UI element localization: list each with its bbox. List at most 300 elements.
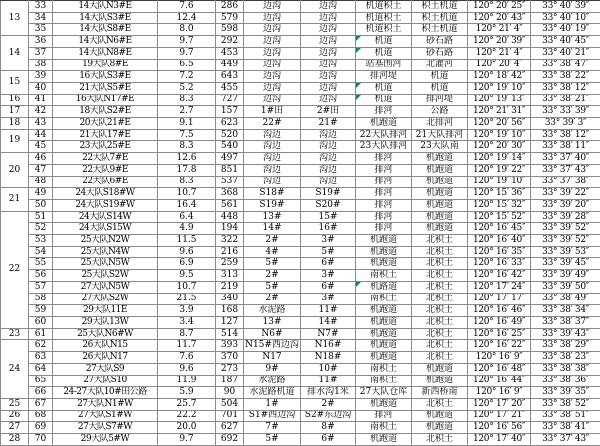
end-ref-cell[interactable]: 排水沟1米 bbox=[301, 387, 356, 399]
end-ref-cell[interactable]: 10# bbox=[301, 363, 356, 375]
end-ref-cell[interactable]: 边沟 bbox=[301, 47, 356, 59]
end-ref-cell[interactable]: 11# bbox=[301, 375, 356, 387]
latitude-cell[interactable]: 33° 39′ 52″ bbox=[531, 235, 600, 247]
feature-b-cell[interactable]: 机跑道 bbox=[412, 223, 468, 235]
row-number-cell[interactable]: 44 bbox=[29, 129, 53, 141]
latitude-cell[interactable]: 33° 38′ 29″ bbox=[531, 340, 600, 352]
end-ref-cell[interactable]: 沟边 bbox=[301, 153, 356, 165]
site-name-cell[interactable]: 14大队S3#E bbox=[53, 12, 158, 24]
row-number-cell[interactable]: 68 bbox=[29, 410, 53, 422]
count-value-cell[interactable]: 701 bbox=[216, 410, 244, 422]
group-number-cell[interactable]: 18 bbox=[1, 118, 29, 130]
row-number-cell[interactable]: 38 bbox=[29, 59, 53, 71]
end-ref-cell[interactable]: N18# bbox=[301, 352, 356, 364]
site-name-cell[interactable]: 18大队S2#E bbox=[53, 106, 158, 118]
latitude-cell[interactable]: 33° 38′ 52″ bbox=[531, 398, 600, 410]
length-value-cell[interactable]: 6.9 bbox=[158, 258, 216, 270]
feature-a-cell[interactable]: 23大队排河 bbox=[356, 141, 412, 153]
length-value-cell[interactable]: 9.7 bbox=[158, 36, 216, 48]
site-name-cell[interactable]: 24大队S18#W bbox=[53, 188, 158, 200]
row-number-cell[interactable]: 54 bbox=[29, 246, 53, 258]
latitude-cell[interactable]: 33° 39′ 53″ bbox=[531, 246, 600, 258]
feature-a-cell[interactable]: 南积土 bbox=[356, 270, 412, 282]
site-name-cell[interactable]: 14大队S8#E bbox=[53, 24, 158, 36]
longitude-cell[interactable]: 120° 15′ 52″ bbox=[468, 211, 531, 223]
longitude-cell[interactable]: 120° 19′ 22″ bbox=[468, 164, 531, 176]
longitude-cell[interactable]: 120° 16′ 40″ bbox=[468, 235, 531, 247]
feature-a-cell[interactable]: 排河 bbox=[356, 188, 412, 200]
latitude-cell[interactable]: 33° 38′ 11″ bbox=[531, 141, 600, 153]
count-value-cell[interactable]: 520 bbox=[216, 129, 244, 141]
feature-b-cell[interactable]: 北积土 bbox=[412, 340, 468, 352]
site-name-cell[interactable]: 27大队N5W bbox=[53, 281, 158, 293]
end-ref-cell[interactable]: 2# bbox=[301, 398, 356, 410]
length-value-cell[interactable]: 9.7 bbox=[158, 434, 216, 446]
length-value-cell[interactable]: 20.0 bbox=[158, 422, 216, 434]
latitude-cell[interactable]: 33° 39′ 50″ bbox=[531, 281, 600, 293]
start-ref-cell[interactable]: S18# bbox=[244, 188, 301, 200]
start-ref-cell[interactable]: 边沟 bbox=[244, 59, 301, 71]
site-name-cell[interactable]: 20大队21#E bbox=[53, 118, 158, 130]
longitude-cell[interactable]: 120° 16′ 42″ bbox=[468, 270, 531, 282]
latitude-cell[interactable]: 33° 38′ 41″ bbox=[531, 422, 600, 434]
latitude-cell[interactable]: 33° 38′ 34″ bbox=[531, 305, 600, 317]
start-ref-cell[interactable]: 13# bbox=[244, 211, 301, 223]
group-number-cell[interactable]: 16 bbox=[1, 94, 29, 106]
feature-a-cell[interactable]: 机跑道 bbox=[356, 118, 412, 130]
feature-b-cell[interactable]: 新西桥南 bbox=[412, 387, 468, 399]
length-value-cell[interactable]: 8.3 bbox=[158, 141, 216, 153]
count-value-cell[interactable]: 322 bbox=[216, 235, 244, 247]
longitude-cell[interactable]: 120° 17′ 40″ bbox=[468, 434, 531, 446]
feature-a-cell[interactable]: 排河 bbox=[356, 223, 412, 235]
row-number-cell[interactable]: 35 bbox=[29, 24, 53, 36]
row-number-cell[interactable]: 36 bbox=[29, 36, 53, 48]
longitude-cell[interactable]: 120° 21′ 31″ bbox=[468, 106, 531, 118]
length-value-cell[interactable]: 12.6 bbox=[158, 153, 216, 165]
feature-a-cell[interactable]: 机跑道 bbox=[356, 398, 412, 410]
longitude-cell[interactable]: 120° 17′ 20″ bbox=[468, 398, 531, 410]
latitude-cell[interactable]: 33° 37′ 40″ bbox=[531, 153, 600, 165]
row-number-cell[interactable]: 42 bbox=[29, 106, 53, 118]
end-ref-cell[interactable]: 8# bbox=[301, 422, 356, 434]
start-ref-cell[interactable]: 4# bbox=[244, 246, 301, 258]
site-name-cell[interactable]: 16大队N17#E bbox=[53, 94, 158, 106]
feature-a-cell[interactable]: 机跑道 bbox=[356, 352, 412, 364]
site-name-cell[interactable]: 24大队S19#W bbox=[53, 199, 158, 211]
row-number-cell[interactable]: 37 bbox=[29, 47, 53, 59]
count-value-cell[interactable]: 292 bbox=[216, 36, 244, 48]
end-ref-cell[interactable]: 5# bbox=[301, 246, 356, 258]
feature-b-cell[interactable]: 北积土 bbox=[412, 434, 468, 446]
feature-a-cell[interactable]: 机跑道 bbox=[356, 246, 412, 258]
feature-b-cell[interactable]: 机跑道 bbox=[412, 176, 468, 188]
group-number-cell[interactable]: 23 bbox=[1, 328, 29, 340]
row-number-cell[interactable]: 47 bbox=[29, 164, 53, 176]
group-number-cell[interactable]: 15 bbox=[1, 71, 29, 94]
count-value-cell[interactable]: 370 bbox=[216, 352, 244, 364]
latitude-cell[interactable]: 33° 39′ 43″ bbox=[531, 328, 600, 340]
length-value-cell[interactable]: 7.5 bbox=[158, 129, 216, 141]
count-value-cell[interactable]: 537 bbox=[216, 176, 244, 188]
count-value-cell[interactable]: 273 bbox=[216, 363, 244, 375]
site-name-cell[interactable]: 19大队8#E bbox=[53, 59, 158, 71]
latitude-cell[interactable]: 33° 38′ 36″ bbox=[531, 375, 600, 387]
feature-b-cell[interactable]: 机跑道 bbox=[412, 410, 468, 422]
count-value-cell[interactable]: 90 bbox=[216, 387, 244, 399]
latitude-cell[interactable]: 33° 38′ 37″ bbox=[531, 316, 600, 328]
row-number-cell[interactable]: 64 bbox=[29, 363, 53, 375]
feature-a-cell[interactable]: 机道 bbox=[356, 36, 412, 48]
feature-b-cell[interactable]: 砂石路 bbox=[412, 47, 468, 59]
longitude-cell[interactable]: 120° 19′ 13″ bbox=[468, 94, 531, 106]
longitude-cell[interactable]: 120° 16′ 49″ bbox=[468, 316, 531, 328]
start-ref-cell[interactable]: N6# bbox=[244, 328, 301, 340]
site-name-cell[interactable]: 25大队N5W bbox=[53, 258, 158, 270]
site-name-cell[interactable]: 27大队S2W bbox=[53, 293, 158, 305]
end-ref-cell[interactable]: 3# bbox=[301, 235, 356, 247]
end-ref-cell[interactable]: 6# bbox=[301, 258, 356, 270]
end-ref-cell[interactable]: 6# bbox=[301, 434, 356, 446]
end-ref-cell[interactable]: S19# bbox=[301, 188, 356, 200]
site-name-cell[interactable]: 27大队S9 bbox=[53, 363, 158, 375]
count-value-cell[interactable]: 168 bbox=[216, 305, 244, 317]
end-ref-cell[interactable]: 11# bbox=[301, 305, 356, 317]
feature-b-cell[interactable]: 北积土 bbox=[412, 270, 468, 282]
latitude-cell[interactable]: 33° 38′ 49″ bbox=[531, 293, 600, 305]
start-ref-cell[interactable]: 2# bbox=[244, 293, 301, 305]
longitude-cell[interactable]: 120° 16′ 56″ bbox=[468, 422, 531, 434]
feature-a-cell[interactable]: 机道积土 bbox=[356, 24, 412, 36]
feature-b-cell[interactable]: 机道 bbox=[412, 82, 468, 94]
group-number-cell[interactable]: 21 bbox=[1, 188, 29, 211]
longitude-cell[interactable]: 120° 16′ 33″ bbox=[468, 258, 531, 270]
row-number-cell[interactable]: 45 bbox=[29, 141, 53, 153]
length-value-cell[interactable]: 7.6 bbox=[158, 352, 216, 364]
site-name-cell[interactable]: 25大队N4W bbox=[53, 246, 158, 258]
row-number-cell[interactable]: 67 bbox=[29, 398, 53, 410]
count-value-cell[interactable]: 448 bbox=[216, 211, 244, 223]
row-number-cell[interactable]: 66 bbox=[29, 387, 53, 399]
feature-a-cell[interactable]: 排河 bbox=[356, 106, 412, 118]
longitude-cell[interactable]: 120° 16′ 9″ bbox=[468, 352, 531, 364]
start-ref-cell[interactable]: 边沟 bbox=[244, 71, 301, 83]
feature-a-cell[interactable]: 排河 bbox=[356, 164, 412, 176]
row-number-cell[interactable]: 52 bbox=[29, 223, 53, 235]
site-name-cell[interactable]: 27大队S7#W bbox=[53, 422, 158, 434]
length-value-cell[interactable]: 9.6 bbox=[158, 246, 216, 258]
group-number-cell[interactable]: 14 bbox=[1, 36, 29, 71]
feature-a-cell[interactable]: 站基围河 bbox=[356, 59, 412, 71]
feature-b-cell[interactable]: 积土机道 bbox=[412, 12, 468, 24]
start-ref-cell[interactable]: 7# bbox=[244, 422, 301, 434]
count-value-cell[interactable]: 497 bbox=[216, 153, 244, 165]
group-number-cell[interactable]: 28 bbox=[1, 434, 29, 446]
row-number-cell[interactable]: 50 bbox=[29, 199, 53, 211]
site-name-cell[interactable]: 21大队S5#E bbox=[53, 82, 158, 94]
length-value-cell[interactable]: 4.9 bbox=[158, 223, 216, 235]
count-value-cell[interactable]: 453 bbox=[216, 47, 244, 59]
latitude-cell[interactable]: 33° 39′ 22″ bbox=[531, 188, 600, 200]
feature-b-cell[interactable]: 北积土 bbox=[412, 398, 468, 410]
end-ref-cell[interactable]: 6# bbox=[301, 281, 356, 293]
start-ref-cell[interactable]: 边沟 bbox=[244, 82, 301, 94]
feature-a-cell[interactable]: 南积土 bbox=[356, 293, 412, 305]
start-ref-cell[interactable]: 边沟 bbox=[244, 12, 301, 24]
feature-a-cell[interactable]: 机道积土 bbox=[356, 1, 412, 13]
latitude-cell[interactable]: 33° 37′ 43″ bbox=[531, 434, 600, 446]
length-value-cell[interactable]: 25.7 bbox=[158, 398, 216, 410]
count-value-cell[interactable]: 449 bbox=[216, 59, 244, 71]
end-ref-cell[interactable]: S20# bbox=[301, 199, 356, 211]
longitude-cell[interactable]: 120° 16′ 35″ bbox=[468, 246, 531, 258]
end-ref-cell[interactable]: 沟边 bbox=[301, 176, 356, 188]
feature-a-cell[interactable]: 排河 bbox=[356, 153, 412, 165]
group-number-cell[interactable]: 24 bbox=[1, 340, 29, 399]
site-name-cell[interactable]: 14大队N8#E bbox=[53, 47, 158, 59]
latitude-cell[interactable]: 33° 38′ 12″ bbox=[531, 129, 600, 141]
longitude-cell[interactable]: 120° 16′ 25″ bbox=[468, 328, 531, 340]
group-number-cell[interactable]: 17 bbox=[1, 106, 29, 118]
feature-b-cell[interactable]: 砂石路 bbox=[412, 36, 468, 48]
latitude-cell[interactable]: 33° 40′ 39″ bbox=[531, 1, 600, 13]
site-name-cell[interactable]: 25大队N2W bbox=[53, 235, 158, 247]
feature-b-cell[interactable]: 机跑道 bbox=[412, 188, 468, 200]
group-number-cell[interactable]: 27 bbox=[1, 422, 29, 434]
length-value-cell[interactable]: 9.1 bbox=[158, 118, 216, 130]
feature-a-cell[interactable]: 排河 bbox=[356, 199, 412, 211]
group-number-cell[interactable]: 22 bbox=[1, 211, 29, 328]
feature-b-cell[interactable]: 积土机道 bbox=[412, 1, 468, 13]
count-value-cell[interactable]: 187 bbox=[216, 375, 244, 387]
end-ref-cell[interactable]: 16# bbox=[301, 223, 356, 235]
end-ref-cell[interactable]: S2#东边沟 bbox=[301, 410, 356, 422]
site-name-cell[interactable]: 14大队N6#E bbox=[53, 36, 158, 48]
start-ref-cell[interactable]: 沟边 bbox=[244, 176, 301, 188]
longitude-cell[interactable]: 120° 20′ 39″ bbox=[468, 36, 531, 48]
end-ref-cell[interactable]: 边沟 bbox=[301, 82, 356, 94]
row-number-cell[interactable]: 46 bbox=[29, 153, 53, 165]
length-value-cell[interactable]: 7.6 bbox=[158, 1, 216, 13]
length-value-cell[interactable]: 6.5 bbox=[158, 59, 216, 71]
latitude-cell[interactable]: 33° 40′ 19″ bbox=[531, 24, 600, 36]
count-value-cell[interactable]: 194 bbox=[216, 223, 244, 235]
row-number-cell[interactable]: 62 bbox=[29, 340, 53, 352]
longitude-cell[interactable]: 120° 16′ 44″ bbox=[468, 375, 531, 387]
length-value-cell[interactable]: 8.0 bbox=[158, 24, 216, 36]
start-ref-cell[interactable]: 边沟 bbox=[244, 47, 301, 59]
latitude-cell[interactable]: 33° 37′ 38″ bbox=[531, 176, 600, 188]
group-number-cell[interactable]: 26 bbox=[1, 410, 29, 422]
row-number-cell[interactable]: 60 bbox=[29, 316, 53, 328]
feature-a-cell[interactable]: 排河 bbox=[356, 410, 412, 422]
feature-a-cell[interactable]: 机跑道 bbox=[356, 258, 412, 270]
row-number-cell[interactable]: 65 bbox=[29, 375, 53, 387]
row-number-cell[interactable]: 53 bbox=[29, 235, 53, 247]
row-number-cell[interactable]: 55 bbox=[29, 258, 53, 270]
longitude-cell[interactable]: 120° 16′ 9″ bbox=[468, 387, 531, 399]
longitude-cell[interactable]: 120° 17′ 17″ bbox=[468, 293, 531, 305]
row-number-cell[interactable]: 39 bbox=[29, 71, 53, 83]
start-ref-cell[interactable]: 水泥路 bbox=[244, 375, 301, 387]
longitude-cell[interactable]: 120° 16′ 45″ bbox=[468, 223, 531, 235]
start-ref-cell[interactable]: N17 bbox=[244, 352, 301, 364]
feature-a-cell[interactable]: 机路道 bbox=[356, 281, 412, 293]
longitude-cell[interactable]: 120° 19′ 10″ bbox=[468, 82, 531, 94]
start-ref-cell[interactable]: 沟边 bbox=[244, 153, 301, 165]
row-number-cell[interactable]: 57 bbox=[29, 281, 53, 293]
feature-b-cell[interactable]: 北积土 bbox=[412, 328, 468, 340]
site-name-cell[interactable]: 29大队11E bbox=[53, 305, 158, 317]
start-ref-cell[interactable]: S1#西边沟 bbox=[244, 410, 301, 422]
longitude-cell[interactable]: 120° 19′ 10″ bbox=[468, 129, 531, 141]
feature-a-cell[interactable]: 南积土 bbox=[356, 363, 412, 375]
end-ref-cell[interactable]: 15# bbox=[301, 211, 356, 223]
count-value-cell[interactable]: 727 bbox=[216, 94, 244, 106]
feature-b-cell[interactable]: 北积土 bbox=[412, 258, 468, 270]
end-ref-cell[interactable]: 沟边 bbox=[301, 141, 356, 153]
site-name-cell[interactable]: 14大队N3#E bbox=[53, 1, 158, 13]
feature-b-cell[interactable]: 21大队排河 bbox=[412, 129, 468, 141]
site-name-cell[interactable]: 23大队25#E bbox=[53, 141, 158, 153]
longitude-cell[interactable]: 120° 19′ 10″ bbox=[468, 176, 531, 188]
start-ref-cell[interactable]: 沟边 bbox=[244, 141, 301, 153]
count-value-cell[interactable]: 692 bbox=[216, 434, 244, 446]
site-name-cell[interactable]: 24大队S14W bbox=[53, 211, 158, 223]
end-ref-cell[interactable]: N16# bbox=[301, 340, 356, 352]
feature-b-cell[interactable]: 公路 bbox=[412, 106, 468, 118]
start-ref-cell[interactable]: 1# bbox=[244, 398, 301, 410]
longitude-cell[interactable]: 120° 15′ 32″ bbox=[468, 199, 531, 211]
length-value-cell[interactable]: 8.3 bbox=[158, 94, 216, 106]
feature-a-cell[interactable]: 22大队排河 bbox=[356, 129, 412, 141]
length-value-cell[interactable]: 2.7 bbox=[158, 106, 216, 118]
feature-a-cell[interactable]: 排河堤 bbox=[356, 71, 412, 83]
latitude-cell[interactable]: 33° 37′ 43″ bbox=[531, 164, 600, 176]
feature-b-cell[interactable]: 北排河 bbox=[412, 118, 468, 130]
length-value-cell[interactable]: 9.6 bbox=[158, 363, 216, 375]
feature-a-cell[interactable]: 机跑道 bbox=[356, 235, 412, 247]
row-number-cell[interactable]: 41 bbox=[29, 94, 53, 106]
feature-a-cell[interactable]: 南积土 bbox=[356, 375, 412, 387]
count-value-cell[interactable]: 313 bbox=[216, 270, 244, 282]
start-ref-cell[interactable]: N15#西边沟 bbox=[245, 340, 299, 351]
start-ref-cell[interactable]: 14# bbox=[244, 223, 301, 235]
site-name-cell[interactable]: 16大队S3#E bbox=[53, 71, 158, 83]
end-ref-cell[interactable]: N7# bbox=[301, 328, 356, 340]
feature-b-cell[interactable]: 北积土 bbox=[412, 352, 468, 364]
length-value-cell[interactable]: 3.4 bbox=[158, 316, 216, 328]
feature-b-cell[interactable]: 排河堤 bbox=[412, 94, 468, 106]
end-ref-cell[interactable]: 14# bbox=[301, 316, 356, 328]
length-value-cell[interactable]: 8.7 bbox=[158, 328, 216, 340]
site-name-cell[interactable]: 21大队17#E bbox=[53, 129, 158, 141]
count-value-cell[interactable]: 340 bbox=[216, 293, 244, 305]
end-ref-cell[interactable]: 边沟 bbox=[301, 36, 356, 48]
length-value-cell[interactable]: 3.9 bbox=[158, 305, 216, 317]
latitude-cell[interactable]: 33° 38′ 38″ bbox=[531, 363, 600, 375]
feature-b-cell[interactable]: 机跑道 bbox=[412, 164, 468, 176]
count-value-cell[interactable]: 579 bbox=[216, 12, 244, 24]
feature-b-cell[interactable]: 北积土 bbox=[412, 305, 468, 317]
start-ref-cell[interactable]: 2# bbox=[244, 235, 301, 247]
group-number-cell[interactable]: 25 bbox=[1, 398, 29, 410]
latitude-cell[interactable]: 33° 40′ 10″ bbox=[531, 12, 600, 24]
feature-a-cell[interactable]: 机跑道 bbox=[356, 328, 412, 340]
site-name-cell[interactable]: 22大队6#E bbox=[53, 176, 158, 188]
feature-a-cell[interactable]: 机道 bbox=[356, 47, 412, 59]
end-ref-cell[interactable]: 沟边 bbox=[301, 129, 356, 141]
end-ref-cell[interactable]: 边沟 bbox=[301, 12, 356, 24]
length-value-cell[interactable]: 21.5 bbox=[158, 293, 216, 305]
count-value-cell[interactable]: 851 bbox=[216, 164, 244, 176]
latitude-cell[interactable]: 33° 40′ 21″ bbox=[531, 47, 600, 59]
feature-a-cell[interactable]: 排河 bbox=[356, 211, 412, 223]
row-number-cell[interactable]: 40 bbox=[29, 82, 53, 94]
feature-a-cell[interactable]: 机道 bbox=[356, 94, 412, 106]
longitude-cell[interactable]: 120° 20′ 56″ bbox=[468, 118, 531, 130]
row-number-cell[interactable]: 56 bbox=[29, 270, 53, 282]
length-value-cell[interactable]: 11.7 bbox=[158, 340, 216, 352]
longitude-cell[interactable]: 120° 17′ 24″ bbox=[468, 281, 531, 293]
row-number-cell[interactable]: 69 bbox=[29, 422, 53, 434]
length-value-cell[interactable]: 5.2 bbox=[158, 82, 216, 94]
feature-a-cell[interactable]: 机道积土 bbox=[356, 12, 412, 24]
feature-b-cell[interactable]: 机跑道 bbox=[412, 422, 468, 434]
site-name-cell[interactable]: 25大队N6#W bbox=[53, 328, 158, 340]
row-number-cell[interactable]: 43 bbox=[29, 118, 53, 130]
row-number-cell[interactable]: 63 bbox=[29, 352, 53, 364]
count-value-cell[interactable]: 393 bbox=[216, 340, 244, 352]
count-value-cell[interactable]: 504 bbox=[216, 398, 244, 410]
feature-a-cell[interactable]: 机跑道 bbox=[356, 340, 412, 352]
latitude-cell[interactable]: 33° 38′ 12″ bbox=[531, 82, 600, 94]
longitude-cell[interactable]: 120° 16′ 48″ bbox=[468, 363, 531, 375]
site-name-cell[interactable]: 29大队5#W bbox=[53, 434, 158, 446]
length-value-cell[interactable]: 8.3 bbox=[158, 176, 216, 188]
end-ref-cell[interactable]: 21# bbox=[301, 118, 356, 130]
feature-b-cell[interactable]: 北积土 bbox=[412, 235, 468, 247]
feature-b-cell[interactable]: 机跑道 bbox=[412, 211, 468, 223]
length-value-cell[interactable]: 17.8 bbox=[158, 164, 216, 176]
row-number-cell[interactable]: 61 bbox=[29, 328, 53, 340]
start-ref-cell[interactable]: 水泥路机道 bbox=[244, 387, 301, 399]
count-value-cell[interactable]: 561 bbox=[216, 199, 244, 211]
count-value-cell[interactable]: 286 bbox=[216, 1, 244, 13]
longitude-cell[interactable]: 120° 15′ 36″ bbox=[468, 188, 531, 200]
longitude-cell[interactable]: 120° 16′ 22″ bbox=[468, 340, 531, 352]
feature-b-cell[interactable]: 积土机道 bbox=[412, 24, 468, 36]
count-value-cell[interactable]: 514 bbox=[216, 328, 244, 340]
length-value-cell[interactable]: 11.5 bbox=[158, 235, 216, 247]
length-value-cell[interactable]: 16.4 bbox=[158, 199, 216, 211]
length-value-cell[interactable]: 10.7 bbox=[158, 188, 216, 200]
feature-b-cell[interactable]: 23大队南 bbox=[412, 141, 468, 153]
site-name-cell[interactable]: 22大队7#E bbox=[53, 153, 158, 165]
row-number-cell[interactable]: 58 bbox=[29, 293, 53, 305]
latitude-cell[interactable]: 33° 39′ 45″ bbox=[531, 258, 600, 270]
feature-a-cell[interactable]: 机道 bbox=[356, 82, 412, 94]
feature-b-cell[interactable]: 机跑道 bbox=[412, 153, 468, 165]
length-value-cell[interactable]: 7.2 bbox=[158, 71, 216, 83]
end-ref-cell[interactable]: 边沟 bbox=[301, 59, 356, 71]
feature-b-cell[interactable]: 北积土 bbox=[412, 293, 468, 305]
latitude-cell[interactable]: 33° 39′ 35″ bbox=[531, 387, 600, 399]
site-name-cell[interactable]: 25大队S2W bbox=[53, 270, 158, 282]
latitude-cell[interactable]: 33° 33′ 39″ bbox=[531, 106, 600, 118]
feature-b-cell[interactable]: 机道 bbox=[412, 71, 468, 83]
site-name-cell[interactable]: 22大队9#E bbox=[53, 164, 158, 176]
